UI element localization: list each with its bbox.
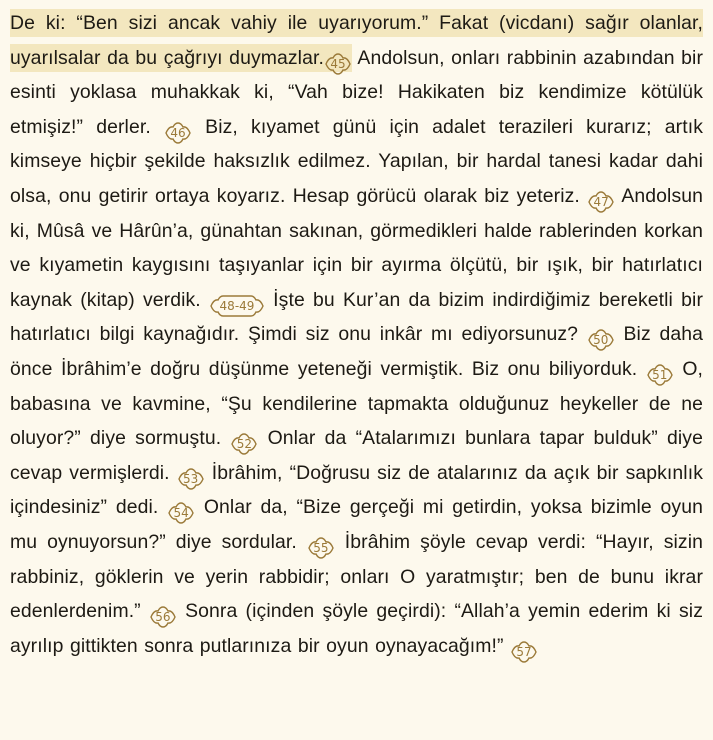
- ayah-number-marker[interactable]: [231, 433, 257, 455]
- ayah-number: 57: [516, 644, 532, 659]
- verse-text: İbrâhim şöyle cevap verdi: “Hayır, sizin rabbiniz, göklerin ve yerin rabbidir; onları O yaratmıştır; ben de bunu ikrar edenlerdenim.”: [10, 530, 703, 623]
- verse-text: Biz, kıyamet günü için adalet terazileri kurarız; artık kimseye hiçbir şekilde haksızlık edilmez. Yapılan, bir hardal tanesi kadar dahi olsa, onu getirir ortaya koyarız. Hesap görücü olarak biz yeteriz.: [10, 115, 703, 207]
- ayah-number-marker[interactable]: [168, 502, 194, 524]
- verse-text: O, babasına ve kavmine, “Şu kendilerine tapmakta olduğunuz heykeller de ne oluyor?” diye sormuştu.: [10, 357, 703, 450]
- verse-text: Onlar da, “Bize gerçeği mi getirdin, yoksa bizimle oyun mu oynuyorsun?” diye sordular.: [10, 496, 703, 553]
- ayah-number: 55: [313, 540, 329, 555]
- ayah-number-marker[interactable]: [178, 468, 204, 490]
- verse-text: Onlar da “Atalarımızı bunlara tapar bulduk” diye cevap vermişlerdi.: [10, 427, 703, 484]
- verse-text: Sonra (içinden şöyle geçirdi): “Allah’a yemin ederim ki siz ayrılıp gittikten sonra putlarınıza bir oyun oynayacağım!”: [10, 600, 703, 657]
- ayah-number-marker[interactable]: [325, 53, 351, 75]
- ayah-number-marker[interactable]: [511, 641, 537, 663]
- verse-text: Biz daha önce İbrâhim’e doğru düşünme yeteneği vermiştik. Biz onu biliyorduk.: [10, 323, 704, 380]
- ayah-number: 56: [155, 610, 171, 625]
- ayah-number-marker[interactable]: [165, 122, 191, 144]
- ayah-number: 47: [593, 194, 609, 209]
- ayah-number: 52: [236, 437, 253, 452]
- ayah-number-marker[interactable]: [308, 537, 334, 559]
- verse-text: İbrâhim, “Doğrusu siz de atalarınız da açık bir sapkınlık içindesiniz” dedi.: [10, 461, 703, 519]
- ayah-number: 50: [593, 333, 609, 348]
- ayah-number-marker[interactable]: [210, 295, 264, 317]
- highlighted-verse: [324, 44, 352, 72]
- ayah-number: 46: [170, 125, 186, 140]
- verse-text: Andolsun, onları rabbinin azabından bir esinti yoklasa muhakkak ki, “Vah bize! Hakikaten biz kendimize kötülük etmişiz!” derler.: [10, 46, 704, 138]
- ayah-number-marker[interactable]: [588, 329, 614, 351]
- ayah-number: 45: [330, 56, 346, 71]
- ayah-number: 54: [173, 506, 189, 521]
- verse-text: De ki: “Ben sizi ancak vahiy ile uyarıyorum.” Fakat (vicdanı) sağır olanlar, uyarılsalar da bu çağrıyı duymazlar.: [10, 12, 703, 69]
- ayah-number: 48-49: [219, 298, 255, 313]
- ayah-number-marker[interactable]: [150, 606, 176, 628]
- verse-text: İşte bu Kur’an da bizim indirdiğimiz bereketli bir hatırlatıcı bilgi kaynağıdır. Şimdi siz onu inkâr mı ediyorsunuz?: [10, 288, 703, 346]
- verse-text: Andolsun ki, Mûsâ ve Hârûn’a, günahtan sakınan, görmedikleri halde rablerinden korkan ve kıyametin kaygısını taşıyanlar için bir ayırma ölçütü, bir ışık, bir hatırlatıcı kaynak (kitap) verdik.: [10, 184, 704, 311]
- ayah-number: 51: [652, 367, 668, 382]
- ayah-number: 53: [183, 471, 199, 486]
- ayah-number-marker[interactable]: [647, 364, 673, 386]
- verse-passage: [10, 6, 703, 663]
- ayah-number-marker[interactable]: [588, 191, 614, 213]
